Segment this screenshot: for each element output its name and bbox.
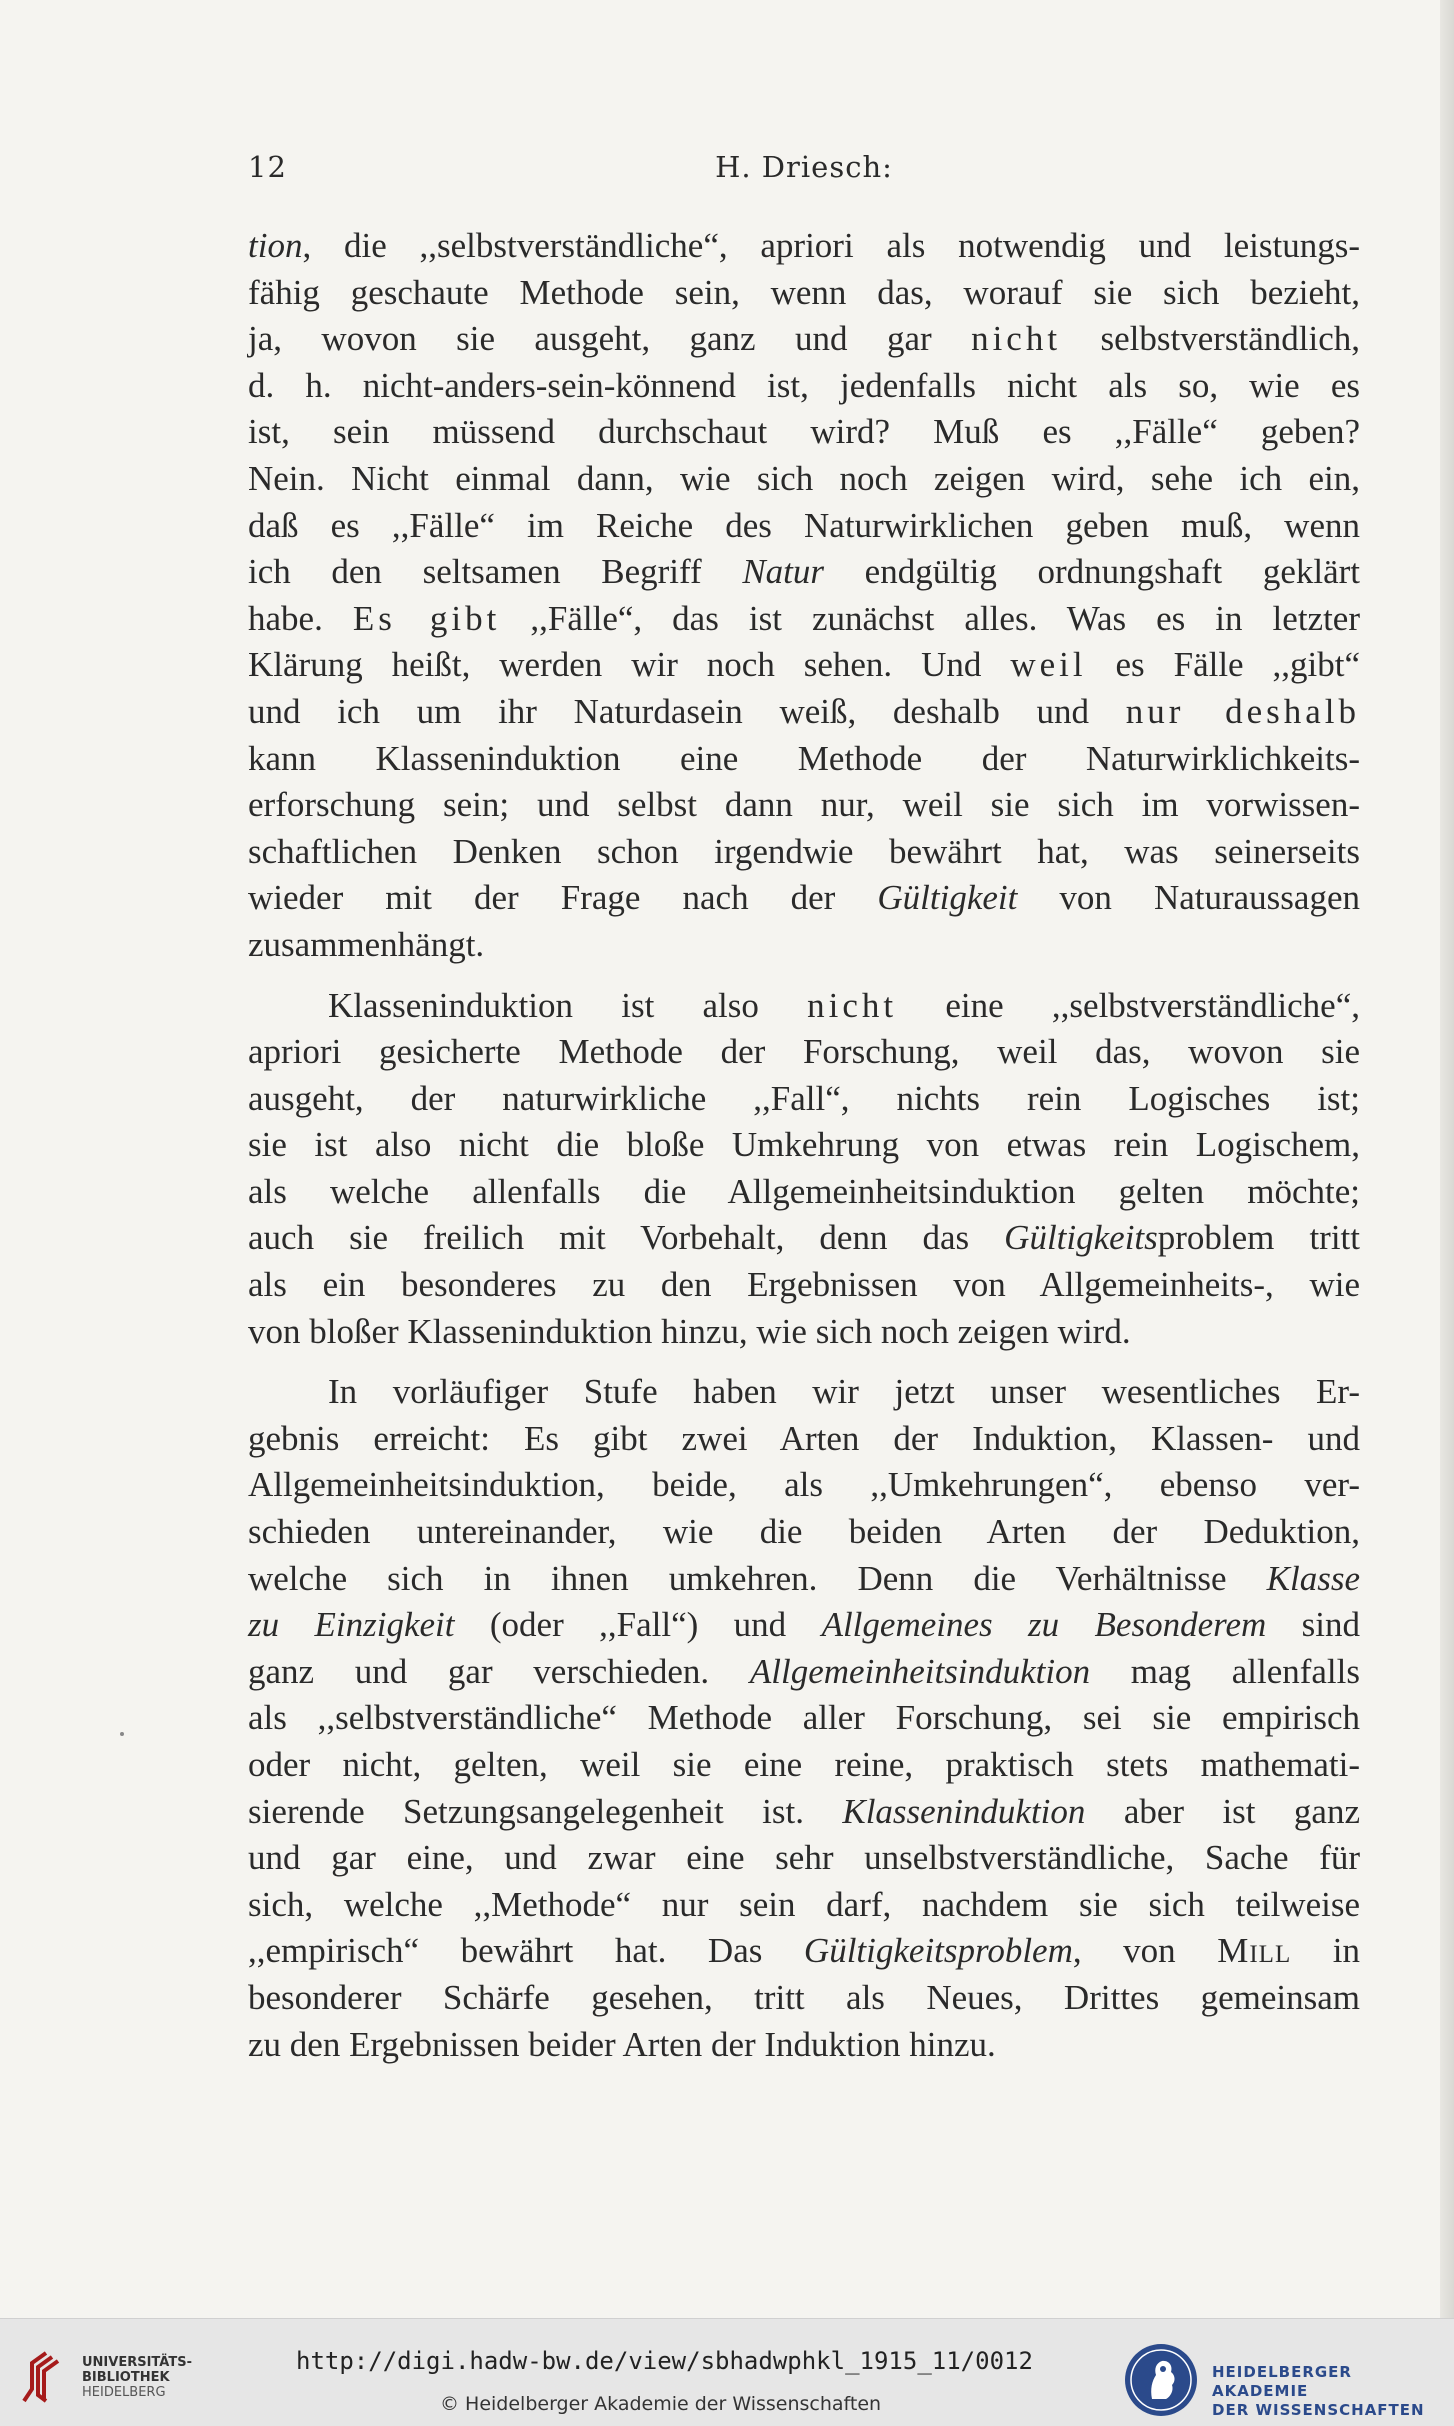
italic-text: Gültigkeit — [877, 878, 1018, 918]
text-run: von Naturaussagen — [1017, 878, 1360, 918]
text-run: welche sich in ihnen umkehren. Denn die Verhältnisse — [248, 1558, 1267, 1598]
paragraph — [248, 1369, 1360, 2068]
text-run: kann Klasseninduktion eine Methode der Naturwirklichkeits- — [248, 738, 1360, 778]
library-name: UNIVERSITÄTS- BIBLIOTHEK HEIDELBERG — [82, 2355, 192, 2400]
small-caps-name: Mill — [1217, 1931, 1292, 1971]
text-run: ganz und gar verschieden. — [248, 1651, 750, 1691]
text-run: in — [1291, 1931, 1361, 1971]
text-run: ja, wovon sie ausgeht, ganz und gar — [248, 319, 972, 359]
margin-mark — [120, 1732, 124, 1736]
text-run: schieden untereinander, wie die beiden Arten der Deduktion, — [248, 1512, 1360, 1552]
text-run: sind — [1266, 1605, 1360, 1645]
text-run: ausgeht, der naturwirkliche ,,Fall“, nichts rein Logisches ist; — [248, 1078, 1360, 1118]
text-line — [248, 829, 1360, 876]
text-line — [248, 2022, 1360, 2069]
text-run: als ein besonderes zu den Ergebnissen von Allgemeinheits-, wie — [248, 1265, 1360, 1305]
paragraph — [248, 223, 1360, 969]
body-text — [248, 223, 1360, 2068]
text-line — [248, 1509, 1360, 1556]
footer-bar — [0, 2318, 1454, 2426]
text-run: als welche allenfalls die Allgemeinheitsinduktion gelten möchte; — [248, 1171, 1360, 1211]
text-run: (oder ,,Fall“) und — [454, 1605, 822, 1645]
text-line — [248, 1882, 1360, 1929]
text-line — [248, 1029, 1360, 1076]
academy-name: HEIDELBERGER AKADEMIE DER WISSENSCHAFTEN — [1212, 2363, 1425, 2419]
italic-text: Gültigkeits — [1004, 1218, 1158, 1258]
text-run: Nein. Nicht einmal dann, wie sich noch zeigen wird, sehe ich ein, — [248, 458, 1360, 498]
text-run: zu den Ergebnissen beider Arten der Induktion hinzu. — [248, 2024, 996, 2064]
text-run: , die ,,selbstverständliche“, apriori als notwendig und leistungs- — [302, 226, 1360, 265]
text-run: zusammenhängt. — [248, 924, 485, 964]
text-run: d. h. nicht-anders-sein-könnend ist, jedenfalls nicht als so, wie es — [248, 365, 1360, 405]
text-line — [248, 223, 1360, 270]
text-line — [248, 456, 1360, 503]
text-line — [248, 782, 1360, 829]
text-run: sierende Setzungsangelegenheit ist. — [248, 1791, 843, 1831]
text-line — [248, 642, 1360, 689]
italic-text: Allgemeinheitsinduktion — [749, 1651, 1091, 1691]
text-run: problem tritt — [1157, 1218, 1360, 1258]
text-run: ist, sein müssend durchschaut wird? Muß es ,,Fälle“ geben? — [248, 412, 1360, 452]
text-run: und ich um ihr Naturdasein weiß, deshalb und — [248, 691, 1126, 731]
text-run: daß es ,,Fälle“ im Reiche des Naturwirklichen geben muß, wenn — [248, 505, 1360, 545]
text-run: Allgemeinheitsinduktion, beide, als ,,Umkehrungen“, ebenso ver- — [248, 1465, 1360, 1505]
author-head: H. Driesch: — [715, 150, 893, 184]
text-run: sie ist also nicht die bloße Umkehrung von etwas rein Logischem, — [248, 1125, 1360, 1165]
text-run: ,,Fälle“, das ist zunächst alles. Was es in letzter — [500, 598, 1360, 638]
text-line — [248, 409, 1360, 456]
text-line — [248, 689, 1360, 736]
italic-text: Klasse — [1266, 1558, 1360, 1598]
spaced-emphasis: nicht — [971, 319, 1062, 359]
text-line — [248, 316, 1360, 363]
text-line — [248, 1649, 1360, 1696]
text-line — [248, 1742, 1360, 1789]
running-head — [248, 150, 1360, 190]
text-line — [248, 270, 1360, 317]
italic-text: tion — [248, 226, 303, 265]
text-run: es Fälle ,,gibt“ — [1086, 645, 1360, 685]
text-run: wieder mit der Frage nach der — [248, 878, 878, 918]
text-line — [248, 875, 1360, 922]
text-run: oder nicht, gelten, weil sie eine reine, praktisch stets mathemati- — [248, 1745, 1360, 1784]
text-run: schaftlichen Denken schon irgendwie bewährt hat, was seinerseits — [248, 831, 1360, 871]
text-line — [248, 736, 1360, 783]
text-run: besonderer Schärfe gesehen, tritt als Neues, Drittes gemeinsam — [248, 1977, 1360, 2017]
text-run: aber ist ganz — [1085, 1791, 1360, 1831]
italic-text: zu Einzigkeit — [248, 1605, 455, 1645]
text-run: Klärung heißt, werden wir noch sehen. Und — [248, 645, 1011, 685]
text-line — [248, 363, 1360, 410]
text-run: ,,empirisch“ bewährt hat. Das — [248, 1931, 804, 1971]
text-run: habe. — [248, 598, 353, 638]
text-run: endgültig ordnungshaft geklärt — [824, 552, 1361, 592]
page-edge — [1440, 0, 1454, 2318]
text-run: von bloßer Klasseninduktion hinzu, wie sich noch zeigen wird. — [248, 1311, 1131, 1351]
text-line — [248, 922, 1360, 969]
text-line — [248, 503, 1360, 550]
ub-heidelberg-logo-icon — [16, 2349, 72, 2405]
text-line — [248, 1416, 1360, 1463]
text-line — [248, 1789, 1360, 1836]
text-run: und gar eine, und zwar eine sehr unselbstverständliche, Sache für — [248, 1838, 1360, 1878]
text-run: mag allenfalls — [1090, 1651, 1360, 1691]
text-line — [248, 549, 1360, 596]
text-line — [248, 1835, 1360, 1882]
text-run: ich den seltsamen Begriff — [248, 552, 743, 592]
spaced-emphasis: weil — [1010, 645, 1087, 685]
text-line — [248, 1309, 1360, 1356]
text-run: , von — [1072, 1931, 1218, 1971]
text-line — [248, 1215, 1360, 1262]
text-line — [248, 596, 1360, 643]
spaced-emphasis: Es gibt — [352, 598, 501, 638]
text-run: apriori gesicherte Methode der Forschung, weil das, wovon sie — [248, 1032, 1360, 1072]
permalink-link[interactable]: http://digi.hadw-bw.de/view/sbhadwphkl_1915_11/0012 — [296, 2347, 1033, 2375]
hadw-seal-logo-icon — [1122, 2341, 1200, 2419]
text-line — [248, 983, 1360, 1030]
text-run: sich, welche ,,Methode“ nur sein darf, nachdem sie sich teilweise — [248, 1884, 1360, 1924]
text-line — [248, 1556, 1360, 1603]
italic-text: Gültigkeitsproblem — [803, 1931, 1073, 1971]
text-run: In vorläufiger Stufe haben wir jetzt unser wesentliches Er- — [328, 1372, 1360, 1412]
copyright-text: © Heidelberger Akademie der Wissenschaften — [440, 2393, 882, 2415]
italic-text: Allgemeines zu Besonderem — [821, 1605, 1267, 1645]
text-line — [248, 1262, 1360, 1309]
italic-text: Natur — [742, 552, 825, 592]
text-line — [248, 1695, 1360, 1742]
text-run: selbstverständlich, — [1061, 319, 1360, 359]
paragraph — [248, 983, 1360, 1356]
text-run: Klasseninduktion ist also — [328, 985, 808, 1025]
page-number: 12 — [248, 150, 287, 184]
italic-text: Klasseninduktion — [842, 1791, 1086, 1831]
text-run: fähig geschaute Methode sein, wenn das, worauf sie sich bezieht, — [248, 272, 1360, 312]
spaced-emphasis: nicht — [807, 985, 898, 1025]
text-line — [248, 1369, 1360, 1416]
text-line — [248, 1975, 1360, 2022]
text-run: gebnis erreicht: Es gibt zwei Arten der Induktion, Klassen- und — [248, 1418, 1360, 1458]
text-line — [248, 1602, 1360, 1649]
text-line — [248, 1462, 1360, 1509]
text-run: eine ,,selbstverständliche“, — [897, 985, 1361, 1025]
text-run: erforschung sein; und selbst dann nur, weil sie sich im vorwissen- — [248, 785, 1360, 825]
text-line — [248, 1122, 1360, 1169]
text-line — [248, 1169, 1360, 1216]
text-line — [248, 1076, 1360, 1123]
text-run: als ,,selbstverständliche“ Methode aller Forschung, sei sie empirisch — [248, 1698, 1360, 1738]
spaced-emphasis: nur deshalb — [1125, 691, 1360, 731]
text-run: auch sie freilich mit Vorbehalt, denn das — [248, 1218, 1005, 1258]
text-line — [248, 1928, 1360, 1975]
